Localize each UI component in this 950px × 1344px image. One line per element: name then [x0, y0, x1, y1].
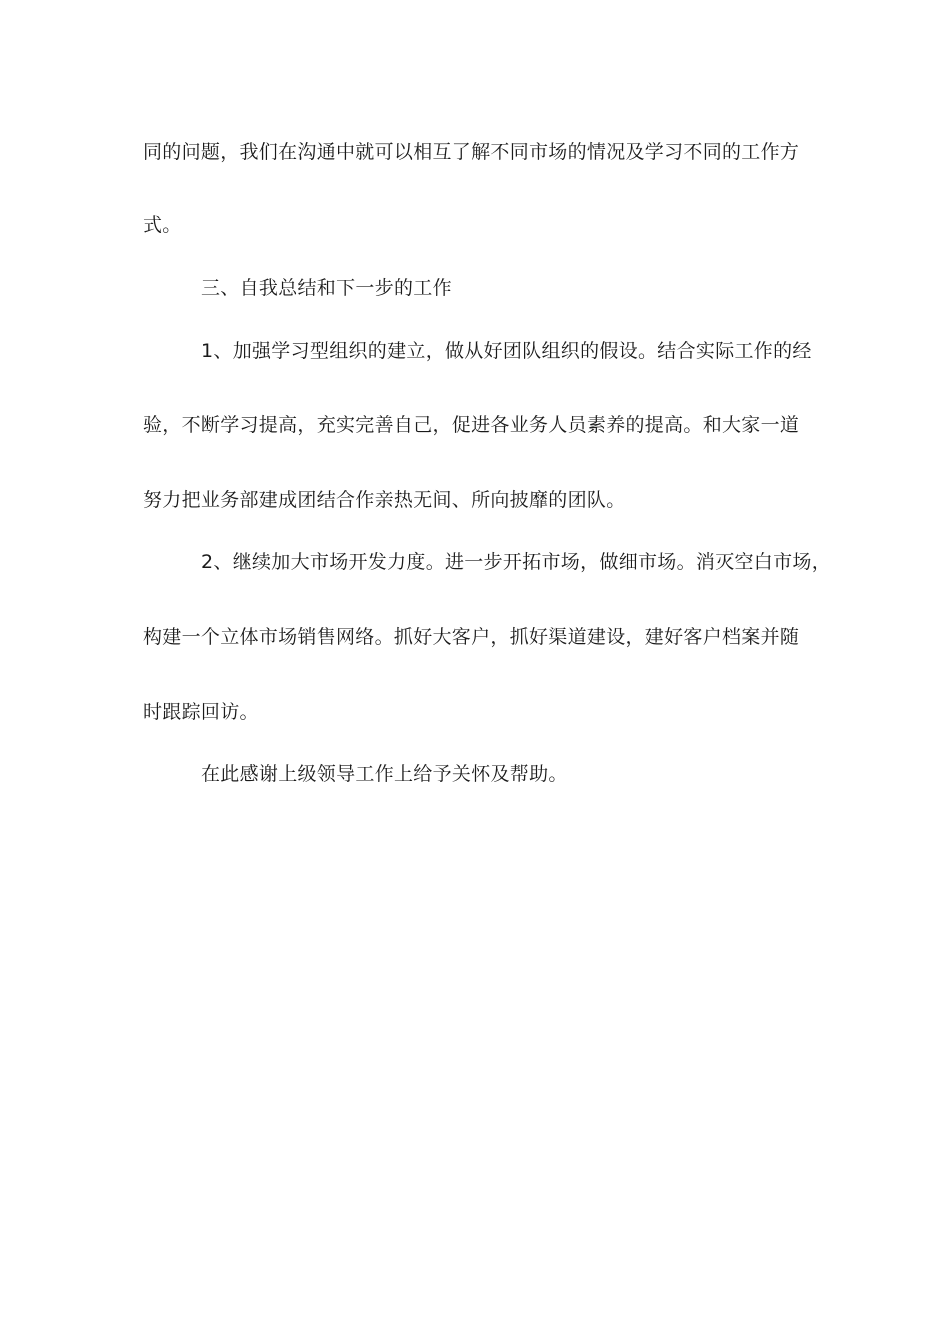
paragraph-line: 2、继续加大市场开发力度。进一步开拓市场，做细市场。消灭空白市场，	[201, 551, 831, 573]
paragraph-line: 1、加强学习型组织的建立，做从好团队组织的假设。结合实际工作的经	[201, 340, 812, 362]
paragraph-line: 式。	[143, 214, 182, 236]
paragraph-line: 验，不断学习提高，充实完善自己，促进各业务人员素养的提高。和大家一道	[143, 414, 800, 436]
paragraph-line: 同的问题，我们在沟通中就可以相互了解不同市场的情况及学习不同的工作方	[143, 141, 800, 163]
paragraph-line: 构建一个立体市场销售网络。抓好大客户，抓好渠道建设，建好客户档案并随	[143, 626, 800, 648]
closing-line: 在此感谢上级领导工作上给予关怀及帮助。	[201, 763, 568, 785]
paragraph-line: 时跟踪回访。	[143, 701, 259, 723]
paragraph-line: 努力把业务部建成团结合作亲热无间、所向披靡的团队。	[143, 489, 626, 511]
section-heading: 三、自我总结和下一步的工作	[201, 277, 452, 299]
